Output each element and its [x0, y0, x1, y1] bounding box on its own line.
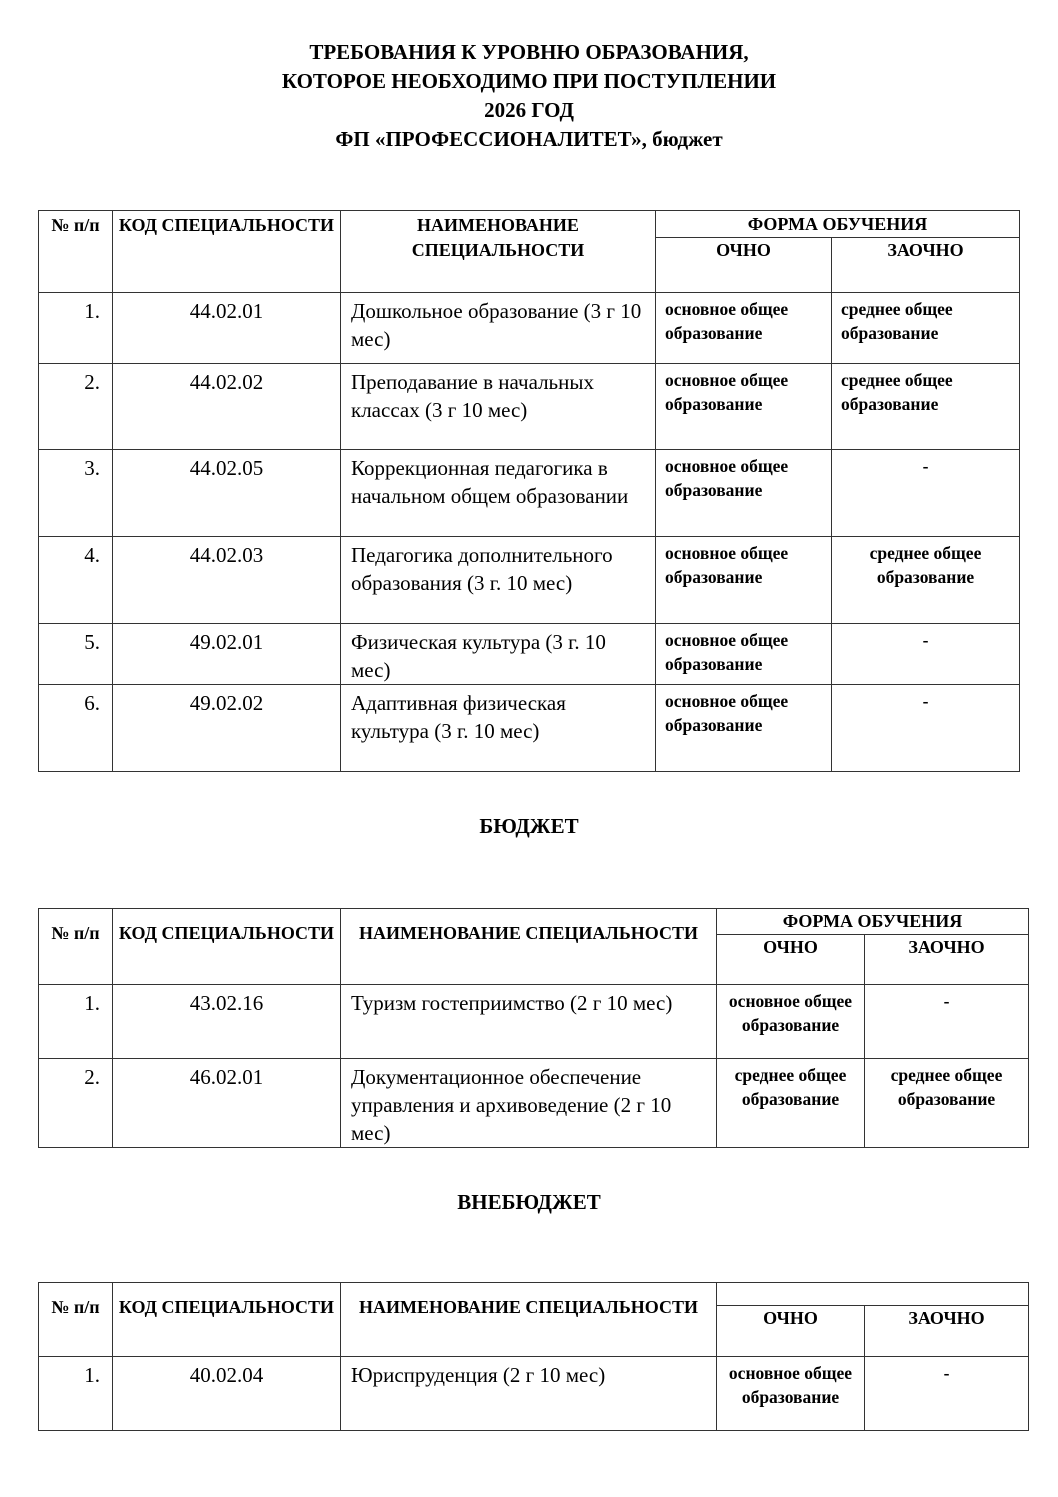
header-num: № п/п: [39, 1283, 113, 1357]
header-part-time: ЗАОЧНО: [865, 935, 1029, 985]
header-code: КОД СПЕЦИАЛЬНОСТИ: [113, 211, 341, 293]
table-row: [39, 450, 1020, 537]
part-time-requirement: среднее общее образование: [832, 364, 1020, 450]
header-row: [39, 909, 1029, 935]
header-full-time: ОЧНО: [717, 935, 865, 985]
header-full-time: ОЧНО: [717, 1306, 865, 1357]
specialty-name: Преподавание в начальных классах (3 г 10 мес): [341, 364, 656, 450]
specialty-name: Коррекционная педагогика в начальном общем образовании: [341, 450, 656, 537]
row-number: 1.: [39, 1357, 113, 1431]
specialty-code: 44.02.05: [113, 450, 341, 537]
header-num: № п/п: [39, 211, 113, 293]
part-time-requirement: среднее общее образование: [832, 293, 1020, 364]
specialty-code: 44.02.03: [113, 537, 341, 624]
full-time-requirement: основное общее образование: [656, 293, 832, 364]
part-time-requirement: среднее общее образование: [865, 1059, 1029, 1148]
title-line: КОТОРОЕ НЕОБХОДИМО ПРИ ПОСТУПЛЕНИИ: [281, 69, 777, 93]
title-line: ТРЕБОВАНИЯ К УРОВНЮ ОБРАЗОВАНИЯ,: [309, 40, 749, 64]
part-time-requirement: -: [832, 450, 1020, 537]
header-name: НАИМЕНОВАНИЕ СПЕЦИАЛЬНОСТИ: [341, 1283, 717, 1357]
specialty-code: 49.02.02: [113, 685, 341, 772]
specialty-name: Адаптивная физическая культура (3 г. 10 мес): [341, 685, 656, 772]
specialty-code: 40.02.04: [113, 1357, 341, 1431]
specialty-code: 46.02.01: [113, 1059, 341, 1148]
section-heading-extrabudget: ВНЕБЮДЖЕТ: [457, 1190, 601, 1214]
table-row: [39, 537, 1020, 624]
specialty-code: 44.02.01: [113, 293, 341, 364]
header-code: КОД СПЕЦИАЛЬНОСТИ: [113, 909, 341, 985]
specialty-name: Физическая культура (3 г. 10 мес): [341, 624, 656, 685]
title-line: ФП «ПРОФЕССИОНАЛИТЕТ», бюджет: [335, 127, 723, 151]
part-time-requirement: -: [832, 624, 1020, 685]
header-full-time: ОЧНО: [656, 238, 832, 293]
full-time-requirement: основное общее образование: [717, 1357, 865, 1431]
part-time-requirement: среднее общее образование: [832, 537, 1020, 624]
specialty-code: 44.02.02: [113, 364, 341, 450]
table-row: [39, 985, 1029, 1059]
row-number: 1.: [39, 985, 113, 1059]
table-row: [39, 364, 1020, 450]
profi-budget-table: [38, 210, 1020, 772]
full-time-requirement: основное общее образование: [717, 985, 865, 1059]
part-time-requirement: -: [865, 985, 1029, 1059]
full-time-requirement: основное общее образование: [656, 450, 832, 537]
header-part-time: ЗАОЧНО: [865, 1306, 1029, 1357]
title-line: 2026 ГОД: [484, 98, 574, 122]
part-time-requirement: -: [865, 1357, 1029, 1431]
table-row: [39, 1357, 1029, 1431]
header-part-time: ЗАОЧНО: [832, 238, 1020, 293]
row-number: 2.: [39, 364, 113, 450]
specialty-code: 43.02.16: [113, 985, 341, 1059]
header-row: [39, 211, 1020, 238]
table-row: [39, 293, 1020, 364]
table-row: [39, 624, 1020, 685]
full-time-requirement: основное общее образование: [656, 624, 832, 685]
full-time-requirement: основное общее образование: [656, 537, 832, 624]
row-number: 1.: [39, 293, 113, 364]
specialty-name: Туризм гостеприимство (2 г 10 мес): [341, 985, 717, 1059]
specialty-name: Дошкольное образование (3 г 10 мес): [341, 293, 656, 364]
document-title: [0, 38, 1058, 154]
part-time-requirement: -: [832, 685, 1020, 772]
full-time-requirement: основное общее образование: [656, 364, 832, 450]
row-number: 4.: [39, 537, 113, 624]
extrabudget-table: [38, 1282, 1029, 1431]
row-number: 2.: [39, 1059, 113, 1148]
header-code: КОД СПЕЦИАЛЬНОСТИ: [113, 1283, 341, 1357]
specialty-code: 49.02.01: [113, 624, 341, 685]
header-study-form: ФОРМА ОБУЧЕНИЯ: [717, 909, 1029, 935]
specialty-name: Юриспруденция (2 г 10 мес): [341, 1357, 717, 1431]
table-row: [39, 1059, 1029, 1148]
header-row: [39, 1283, 1029, 1306]
header-name: НАИМЕНОВАНИЕ СПЕЦИАЛЬНОСТИ: [341, 211, 656, 293]
header-num: № п/п: [39, 909, 113, 985]
row-number: 3.: [39, 450, 113, 537]
section-heading-budget: БЮДЖЕТ: [479, 814, 579, 838]
specialty-name: Документационное обеспечение управления и архивоведение (2 г 10 мес): [341, 1059, 717, 1148]
header-study-form: [717, 1283, 1029, 1306]
full-time-requirement: основное общее образование: [656, 685, 832, 772]
header-name: НАИМЕНОВАНИЕ СПЕЦИАЛЬНОСТИ: [341, 909, 717, 985]
full-time-requirement: среднее общее образование: [717, 1059, 865, 1148]
row-number: 6.: [39, 685, 113, 772]
header-study-form: ФОРМА ОБУЧЕНИЯ: [656, 211, 1020, 238]
budget-table: [38, 908, 1029, 1148]
specialty-name: Педагогика дополнительного образования (3 г. 10 мес): [341, 537, 656, 624]
table-row: [39, 685, 1020, 772]
row-number: 5.: [39, 624, 113, 685]
